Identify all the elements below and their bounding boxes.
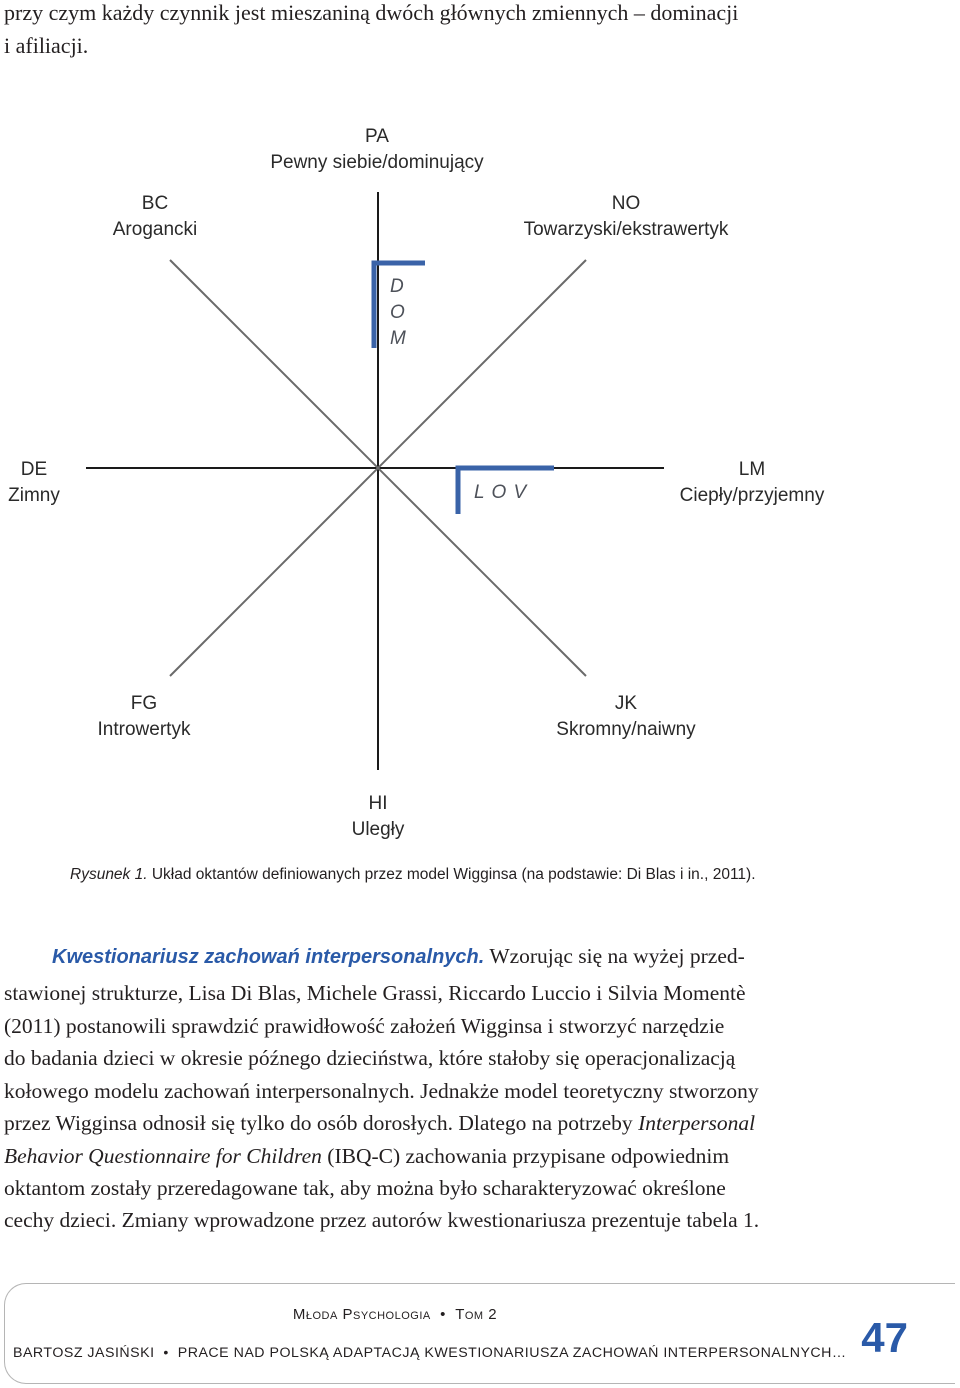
body-line-6: przez Wigginsa odnosił się tylko do osób dorosłych. Dlatego na potrzeby Interpersonal — [4, 1111, 756, 1135]
page-footer — [4, 1283, 955, 1384]
page-number: 47 — [861, 1314, 908, 1361]
octant-hi-label: HI Uległy — [336, 791, 420, 843]
author-separator: • — [163, 1345, 169, 1361]
octant-de-label: DE Zimny — [0, 457, 68, 509]
intro-line-1: przy czym każdy czynnik jest mieszaniną dwóch głównych zmiennych – dominacji — [4, 0, 739, 25]
section-heading: Kwestionariusz zachowań interpersonalnych. — [52, 946, 485, 968]
caption-text: Układ oktantów definiowanych przez model Wigginsa (na podstawie: Di Blas i in., 2011). — [147, 866, 756, 883]
author-name: BARTOSZ JASIŃSKI — [13, 1345, 155, 1361]
footer-journal — [5, 1306, 785, 1323]
octant-no-label: NO Towarzyski/ekstrawertyk — [506, 191, 746, 243]
body-line-7: Behavior Questionnaire for Children (IBQ-C) zachowania przypisane odpowiednim — [4, 1144, 730, 1168]
lov-label: L O V — [474, 482, 528, 503]
body-line-2: stawionej strukturze, Lisa Di Blas, Michele Grassi, Riccardo Luccio i Silvia Momentè — [4, 981, 746, 1005]
octant-jk-label: JK Skromny/naiwny — [544, 691, 708, 743]
octant-pa-label: PA Pewny siebie/dominujący — [246, 124, 508, 176]
article-title: PRACE NAD POLSKĄ ADAPTACJĄ KWESTIONARIUSZA ZACHOWAŃ INTERPERSONALNYCH… — [177, 1345, 847, 1361]
octant-diagram — [0, 100, 960, 860]
body-line-4: do badania dzieci w okresie późnego dzieciństwa, które stałoby się operacjonalizacją — [4, 1046, 736, 1070]
body-line-5: kołowego modelu zachowań interpersonalnych. Jednakże model teoretyczny stworzony — [4, 1079, 759, 1103]
footer-separator: • — [440, 1306, 446, 1323]
octant-bc-label: BC Arogancki — [96, 191, 214, 243]
body-line-9: cechy dzieci. Zmiany wprowadzone przez autorów kwestionariusza prezentuje tabela 1. — [4, 1208, 760, 1232]
volume: Tom 2 — [455, 1306, 498, 1323]
dom-label: D O M — [390, 276, 406, 349]
octant-lm-label: LM Ciepły/przyjemny — [664, 457, 840, 509]
journal-name: Młoda Psychologia — [292, 1306, 431, 1323]
intro-line-2: i afiliacji. — [4, 33, 89, 58]
body-line-3: (2011) postanowili sprawdzić prawidłowość założeń Wigginsa i stworzyć narzędzie — [4, 1014, 725, 1038]
caption-label: Rysunek 1. — [70, 866, 148, 883]
footer-article-line — [13, 1345, 847, 1361]
body-line-1: Kwestionariusz zachowań interpersonalnych. Wzorując się na wyżej przed- — [52, 944, 745, 968]
octant-fg-label: FG Introwertyk — [84, 691, 204, 743]
figure-caption — [70, 866, 756, 884]
body-line-8: oktantom zostały przeredagowane tak, aby można było scharakteryzować określone — [4, 1176, 726, 1200]
